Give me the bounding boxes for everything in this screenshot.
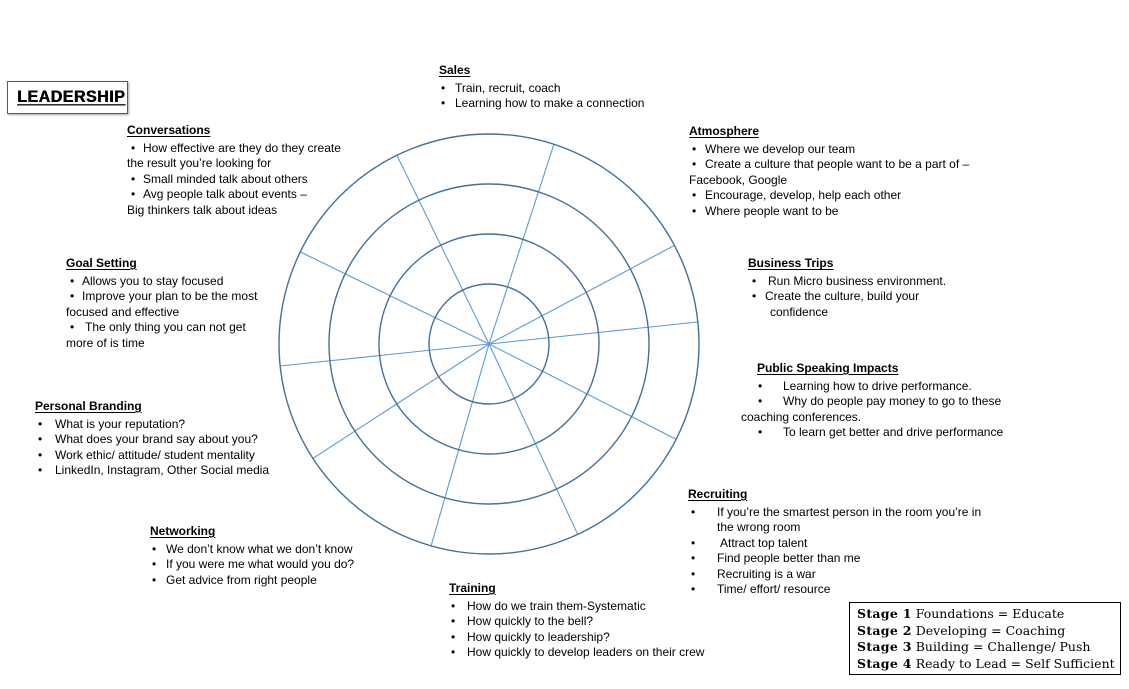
- section-line: [688, 551, 998, 567]
- section-line-text: The only thing you can not get: [85, 320, 246, 334]
- section-line-text: How quickly to leadership?: [467, 629, 610, 644]
- section-personal-branding: [35, 399, 275, 479]
- section-conversations: [127, 123, 357, 218]
- section-line: [688, 582, 998, 598]
- wheel-spoke-line: [489, 322, 698, 344]
- section-line: [439, 96, 669, 112]
- bullet-icon: •: [451, 645, 456, 659]
- section-heading-public-speaking-impacts: Public Speaking Impacts: [757, 361, 899, 375]
- section-training: [449, 581, 719, 661]
- section-heading-goal-setting: Goal Setting: [66, 256, 137, 270]
- bullet-icon: •: [691, 551, 696, 565]
- section-line: [66, 274, 276, 290]
- section-line-text: coaching conferences.: [741, 409, 862, 424]
- section-line: [449, 630, 719, 646]
- section-line: [439, 81, 669, 97]
- section-atmosphere: [689, 124, 989, 219]
- bullet-icon: •: [691, 535, 696, 550]
- section-line: [449, 645, 719, 661]
- bullet-icon: •: [152, 572, 157, 587]
- stage-line: [857, 656, 1113, 673]
- bullet-icon: •: [70, 289, 75, 303]
- section-line: [127, 141, 357, 157]
- bullet-icon: •: [691, 566, 696, 581]
- section-line-text: How quickly to develop leaders on their crew: [467, 645, 705, 659]
- bullet-icon: •: [692, 188, 697, 202]
- section-line-text: What does your brand say about you?: [55, 432, 258, 446]
- bullet-icon: •: [451, 598, 456, 613]
- section-line: [688, 567, 998, 583]
- section-line: [150, 557, 370, 573]
- section-heading-networking: Networking: [150, 524, 216, 538]
- section-line-text: Where we develop our team: [705, 141, 856, 156]
- section-line: [35, 432, 275, 448]
- bullet-icon: •: [758, 394, 763, 408]
- section-line: [127, 156, 357, 172]
- bullet-icon: •: [692, 141, 697, 156]
- section-line-text: How effective are they do they create: [143, 140, 341, 155]
- section-line-text: Where people want to be: [705, 203, 839, 218]
- wheel-spoke-line: [300, 252, 489, 344]
- section-line-text: Run Micro business environment.: [768, 273, 947, 288]
- section-line: [150, 573, 370, 589]
- section-public-speaking-impacts: [741, 361, 1021, 441]
- section-line-text: Facebook, Google: [689, 172, 788, 187]
- bullet-icon: •: [70, 320, 75, 334]
- stage-text: Developing = Coaching: [911, 622, 1066, 638]
- section-line-text: Attract top talent: [720, 535, 808, 550]
- bullet-icon: •: [38, 432, 43, 446]
- stage-label: Stage 3: [857, 639, 912, 654]
- section-sales: [439, 63, 669, 112]
- section-line-text: Improve your plan to be the most: [82, 289, 258, 303]
- section-line: [741, 379, 1021, 395]
- bullet-icon: •: [691, 504, 696, 519]
- section-heading-business-trips: Business Trips: [748, 256, 834, 270]
- stage-text: Foundations = Educate: [911, 606, 1065, 621]
- section-line-text: Recruiting is a war: [717, 566, 816, 581]
- bullet-icon: •: [758, 378, 763, 393]
- section-line-text: Learning how to drive performance.: [783, 378, 972, 393]
- section-line: [150, 542, 370, 558]
- section-line-text: the wrong room: [717, 520, 801, 534]
- bullet-icon: •: [441, 80, 446, 95]
- leadership-title: LEADERSHIP: [17, 88, 126, 106]
- section-line-text: Why do people pay money to go to these: [783, 394, 1002, 408]
- section-line: [35, 463, 275, 479]
- section-line: [66, 320, 276, 336]
- wheel-spoke-line: [397, 155, 489, 344]
- section-line: [748, 289, 948, 305]
- section-recruiting: [688, 487, 998, 598]
- bullet-icon: •: [38, 463, 43, 477]
- wheel-spoke-line: [489, 344, 578, 534]
- section-line-text: confidence: [770, 304, 829, 319]
- section-line-text: Learning how to make a connection: [455, 96, 645, 110]
- section-line-text: more of is time: [66, 335, 145, 350]
- section-heading-personal-branding: Personal Branding: [35, 399, 142, 413]
- section-heading-atmosphere: Atmosphere: [689, 124, 760, 138]
- bullet-icon: •: [441, 96, 446, 110]
- section-business-trips: [748, 256, 948, 320]
- bullet-icon: •: [131, 171, 136, 186]
- section-line: [689, 157, 989, 173]
- bullet-icon: •: [152, 541, 157, 556]
- bullet-icon: •: [692, 203, 697, 218]
- section-line-text: How do we train them-Systematic: [467, 598, 646, 613]
- section-line: [66, 336, 276, 352]
- section-line-text: Train, recruit, coach: [455, 80, 561, 95]
- section-line: [741, 410, 1021, 426]
- bullet-icon: •: [152, 557, 157, 571]
- wheel-spoke-line: [431, 344, 489, 546]
- stage-text: Ready to Lead = Self Sufficient: [911, 655, 1115, 671]
- section-networking: [150, 524, 370, 588]
- stage-line: [857, 606, 1113, 623]
- section-line-text: LinkedIn, Instagram, Other Social media: [55, 463, 270, 477]
- section-line: [127, 203, 357, 219]
- section-line: [688, 505, 998, 521]
- bullet-icon: •: [692, 157, 697, 171]
- section-line: [689, 204, 989, 220]
- section-line: [127, 187, 357, 203]
- bullet-icon: •: [752, 273, 757, 288]
- section-line: [66, 289, 276, 305]
- bullet-icon: •: [758, 425, 763, 439]
- section-line: [689, 173, 989, 189]
- bullet-icon: •: [691, 582, 696, 596]
- section-line: [741, 425, 1021, 441]
- section-line-text: To learn get better and drive performance: [783, 425, 1004, 439]
- section-line-text: Time/ effort/ resource: [717, 582, 831, 596]
- section-line-text: focused and effective: [66, 304, 180, 319]
- bullet-icon: •: [38, 447, 43, 462]
- section-line: [689, 142, 989, 158]
- section-heading-conversations: Conversations: [127, 123, 211, 137]
- section-line: [449, 614, 719, 630]
- stage-line: [857, 639, 1113, 656]
- section-heading-training: Training: [449, 581, 496, 595]
- section-line-text: Create the culture, build your: [765, 289, 920, 303]
- section-heading-sales: Sales: [439, 63, 471, 77]
- leadership-title-box: [7, 81, 128, 114]
- section-heading-recruiting: Recruiting: [688, 487, 748, 501]
- section-line: [688, 536, 998, 552]
- wheel-spoke-line: [280, 344, 489, 366]
- section-line-text: If you’re the smartest person in the room you’re in: [717, 504, 982, 519]
- stage-line: [857, 623, 1113, 640]
- bullet-icon: •: [38, 416, 43, 431]
- section-line: [127, 172, 357, 188]
- section-line: [741, 394, 1021, 410]
- bullet-icon: •: [451, 629, 456, 644]
- section-line-text: Small minded talk about others: [143, 171, 308, 186]
- stage-text: Building = Challenge/ Push: [911, 639, 1091, 654]
- section-line-text: Work ethic/ attitude/ student mentality: [55, 447, 255, 462]
- section-line: [688, 520, 998, 536]
- section-line-text: Avg people talk about events –: [143, 187, 307, 201]
- bullet-icon: •: [70, 273, 75, 288]
- bullet-icon: •: [752, 289, 757, 303]
- section-line-text: the result you’re looking for: [127, 156, 272, 170]
- stage-label: Stage 2: [857, 622, 912, 638]
- stage-label: Stage 1: [857, 606, 912, 621]
- section-line: [748, 274, 948, 290]
- section-goal-setting: [66, 256, 276, 351]
- section-line: [35, 448, 275, 464]
- section-line-text: Create a culture that people want to be a part of –: [705, 157, 970, 171]
- section-line-text: If you were me what would you do?: [166, 557, 355, 571]
- bullet-icon: •: [131, 140, 136, 155]
- section-line-text: How quickly to the bell?: [467, 614, 594, 628]
- section-line: [748, 305, 948, 321]
- stage-label: Stage 4: [857, 655, 912, 671]
- section-line-text: Get advice from right people: [166, 572, 317, 587]
- section-line-text: Find people better than me: [717, 551, 861, 565]
- stage-legend: [849, 602, 1121, 675]
- section-line: [66, 305, 276, 321]
- section-line-text: What is your reputation?: [55, 416, 186, 431]
- section-line-text: Encourage, develop, help each other: [705, 188, 902, 202]
- section-line-text: We don’t know what we don’t know: [166, 541, 353, 556]
- bullet-icon: •: [131, 187, 136, 201]
- section-line: [689, 188, 989, 204]
- bullet-icon: •: [451, 614, 456, 628]
- section-line-text: Allows you to stay focused: [82, 273, 224, 288]
- section-line: [35, 417, 275, 433]
- section-line-text: Big thinkers talk about ideas: [127, 202, 278, 217]
- section-line: [449, 599, 719, 615]
